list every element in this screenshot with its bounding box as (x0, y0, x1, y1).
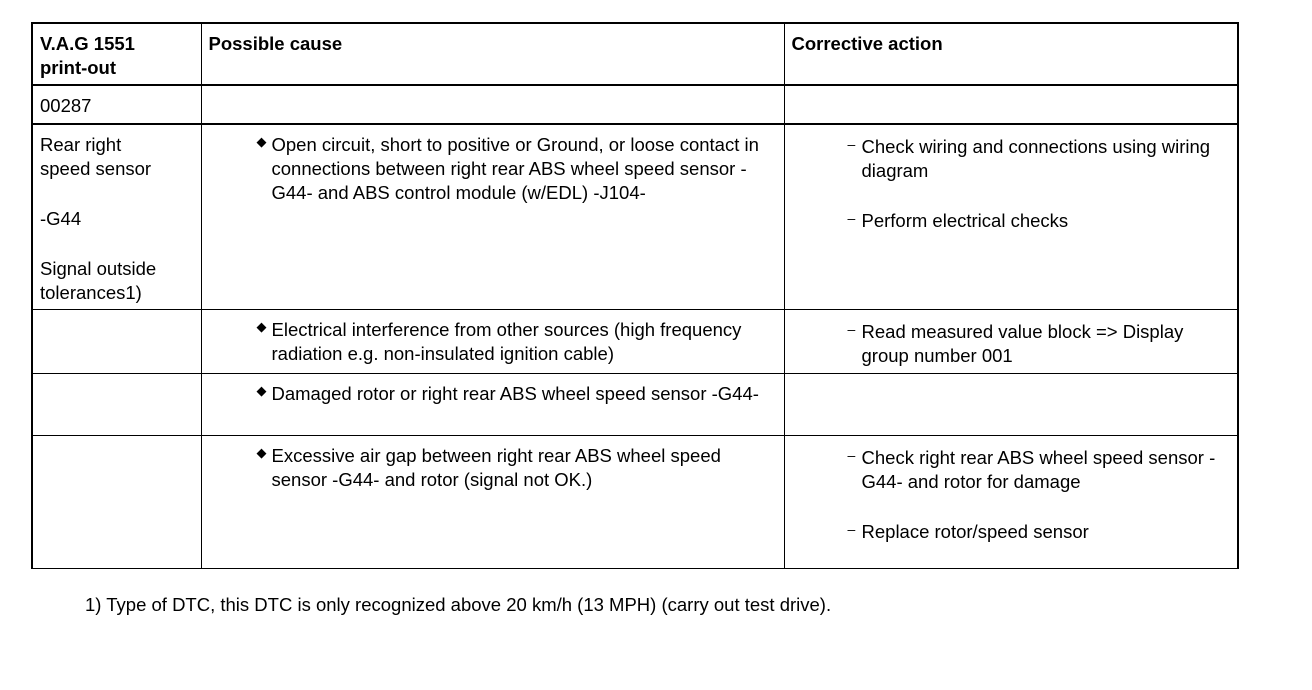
action-text: Check wiring and connections using wiring diagram (861, 136, 1211, 181)
dtc-code: 00287 (32, 85, 201, 124)
component-cell (32, 124, 201, 310)
bullet-icon: ◆ (256, 445, 267, 460)
cause-cell (201, 436, 784, 569)
empty-cell (784, 85, 1238, 124)
dash-icon: – (847, 447, 856, 463)
cause-text: Excessive air gap between right rear ABS wheel speed sensor -G44- and rotor (signal not OK.) (271, 445, 721, 490)
cause-cell (201, 124, 784, 310)
component-id: -G44 (40, 208, 82, 229)
action-text: Read measured value block => Display group number 001 (861, 321, 1184, 366)
cause-item (209, 382, 777, 406)
cause-text: Electrical interference from other sources (high frequency radiation e.g. non-insulated ignition cable) (271, 319, 742, 364)
action-item (847, 320, 1231, 368)
cause-text: Open circuit, short to positive or Ground, or loose contact in connections between right rear ABS wheel speed sensor -G44- and ABS control module (w/EDL) -J104- (271, 134, 759, 203)
cause-cell (201, 310, 784, 374)
dash-icon: – (847, 521, 856, 537)
action-cell (784, 124, 1238, 310)
header-row (32, 23, 1238, 85)
table-row (32, 436, 1238, 569)
empty-cell (32, 436, 201, 569)
fault-type-line: Signal outside (40, 258, 157, 279)
bullet-icon: ◆ (256, 383, 267, 398)
action-cell (784, 310, 1238, 374)
cause-item (209, 133, 777, 205)
dash-icon: – (847, 136, 856, 152)
dash-icon: – (847, 210, 856, 226)
action-item (847, 520, 1231, 544)
empty-cell (784, 374, 1238, 436)
component-name-line: speed sensor (40, 158, 152, 179)
empty-cell (32, 374, 201, 436)
dtc-table (31, 22, 1239, 569)
action-item (847, 135, 1231, 183)
empty-cell (201, 85, 784, 124)
action-text: Perform electrical checks (861, 210, 1069, 231)
header-possible-cause: Possible cause (201, 23, 784, 85)
table-row (32, 374, 1238, 436)
cause-item (209, 444, 777, 492)
footnote: 1) Type of DTC, this DTC is only recognized above 20 km/h (13 MPH) (carry out test drive). (85, 594, 832, 615)
table-row (32, 310, 1238, 374)
bullet-icon: ◆ (256, 134, 267, 149)
empty-cell (32, 310, 201, 374)
action-text: Check right rear ABS wheel speed sensor -G44- and rotor for damage (861, 447, 1216, 492)
header-printout: V.A.G 1551 print-out (32, 23, 201, 85)
bullet-icon: ◆ (256, 319, 267, 334)
cause-cell (201, 374, 784, 436)
cause-item (209, 318, 777, 366)
fault-type-line: tolerances1) (40, 282, 142, 303)
action-item (847, 209, 1231, 233)
action-item (847, 446, 1231, 494)
dtc-code-row (32, 85, 1238, 124)
header-corrective-action: Corrective action (784, 23, 1238, 85)
component-name-line: Rear right (40, 134, 122, 155)
action-cell (784, 436, 1238, 569)
table-row (32, 124, 1238, 310)
action-text: Replace rotor/speed sensor (861, 521, 1089, 542)
dash-icon: – (847, 321, 856, 337)
cause-text: Damaged rotor or right rear ABS wheel speed sensor -G44- (271, 383, 759, 404)
